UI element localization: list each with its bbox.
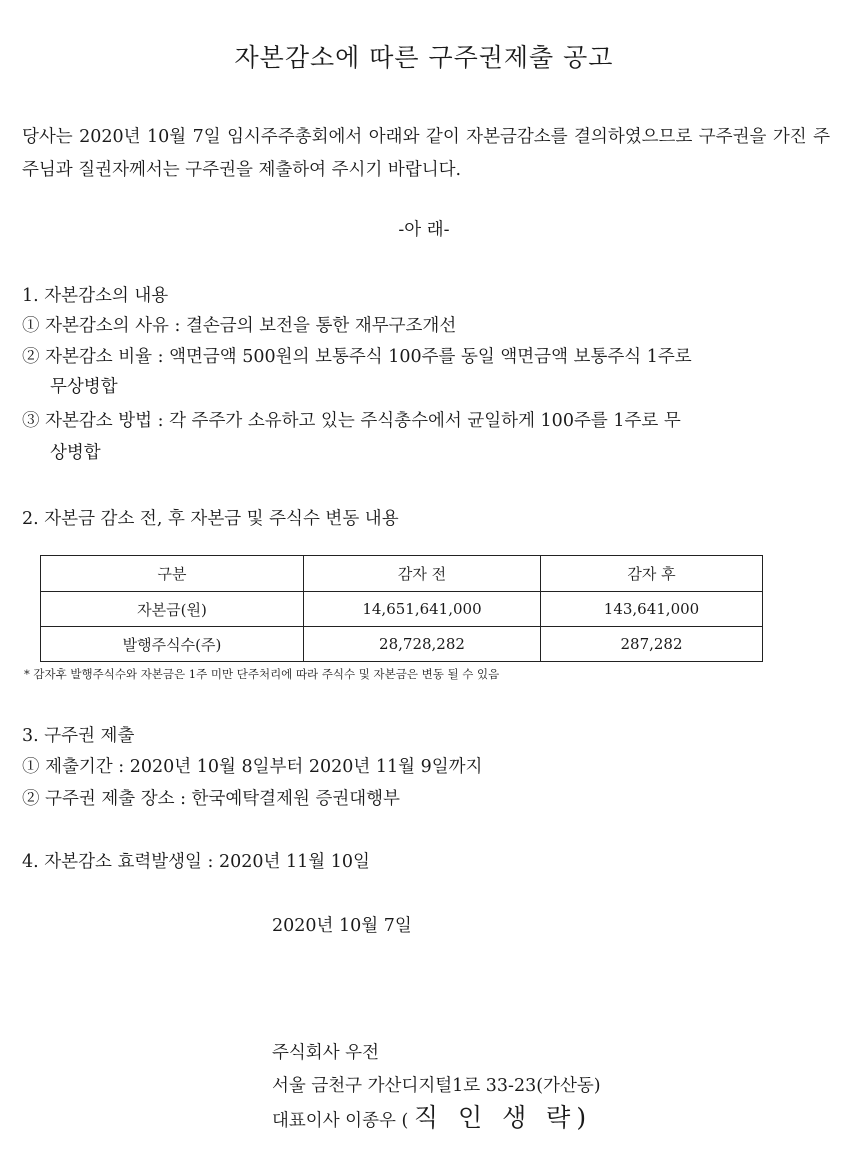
representative-close-paren: ) xyxy=(576,1103,593,1132)
section1-item1: ① 자본감소의 사유 : 결손금의 보전을 통한 재무구조개선 xyxy=(22,316,457,336)
section1-heading: 1. 자본감소의 내용 xyxy=(22,286,169,306)
table-cell: 28,728,282 xyxy=(304,627,541,662)
table-header-cell: 감자 후 xyxy=(541,556,763,592)
table-cell: 발행주식수(주) xyxy=(41,627,304,662)
table-footnote: * 감자후 발행주식수와 자본금은 1주 미만 단주처리에 따라 주식수 및 자본금은 변동 될 수 있음 xyxy=(24,667,500,681)
capital-change-table xyxy=(40,555,763,662)
notice-label: -아 래- xyxy=(398,220,450,240)
section1-item3-line2: 상병합 xyxy=(50,443,101,463)
seal-omitted-text: 직 인 생 략 xyxy=(413,1103,577,1132)
table-header-cell: 감자 전 xyxy=(304,556,541,592)
table-row xyxy=(41,627,763,662)
representative-line xyxy=(272,1103,593,1133)
representative-name: 대표이사 이종우 ( xyxy=(272,1111,409,1131)
page-title: 자본감소에 따른 구주권제출 공고 xyxy=(234,43,614,72)
table-cell: 14,651,641,000 xyxy=(304,592,541,627)
section1-item3-line1: ③ 자본감소 방법 : 각 주주가 소유하고 있는 주식총수에서 균일하게 100주를 1주로 무 xyxy=(22,411,681,431)
table-cell: 자본금(원) xyxy=(41,592,304,627)
section1-item2-line2: 무상병합 xyxy=(50,377,118,397)
section3-heading: 3. 구주권 제출 xyxy=(22,726,135,746)
table-row xyxy=(41,592,763,627)
section3-item1: ① 제출기간 : 2020년 10월 8일부터 2020년 11월 9일까지 xyxy=(22,757,483,777)
section1-item2-line1: ② 자본감소 비율 : 액면금액 500원의 보통주식 100주를 동일 액면금액 보통주식 1주로 xyxy=(22,347,692,367)
section4-heading: 4. 자본감소 효력발생일 : 2020년 11월 10일 xyxy=(22,852,370,872)
intro-paragraph: 당사는 2020년 10월 7일 임시주주총회에서 아래와 같이 자본금감소를 결의하였으므로 구주권을 가진 주주님과 질권자께서는 구주권을 제출하여 주시기 바랍니다. xyxy=(22,127,830,180)
table-cell: 287,282 xyxy=(541,627,763,662)
company-name: 주식회사 우전 xyxy=(272,1043,379,1063)
notice-date: 2020년 10월 7일 xyxy=(272,916,412,936)
table-header-row xyxy=(41,556,763,592)
table-header-cell: 구분 xyxy=(41,556,304,592)
company-address: 서울 금천구 가산디지털1로 33-23(가산동) xyxy=(272,1076,601,1096)
table-cell: 143,641,000 xyxy=(541,592,763,627)
section3-item2: ② 구주권 제출 장소 : 한국예탁결제원 증권대행부 xyxy=(22,789,400,809)
section2-heading: 2. 자본금 감소 전, 후 자본금 및 주식수 변동 내용 xyxy=(22,509,399,529)
